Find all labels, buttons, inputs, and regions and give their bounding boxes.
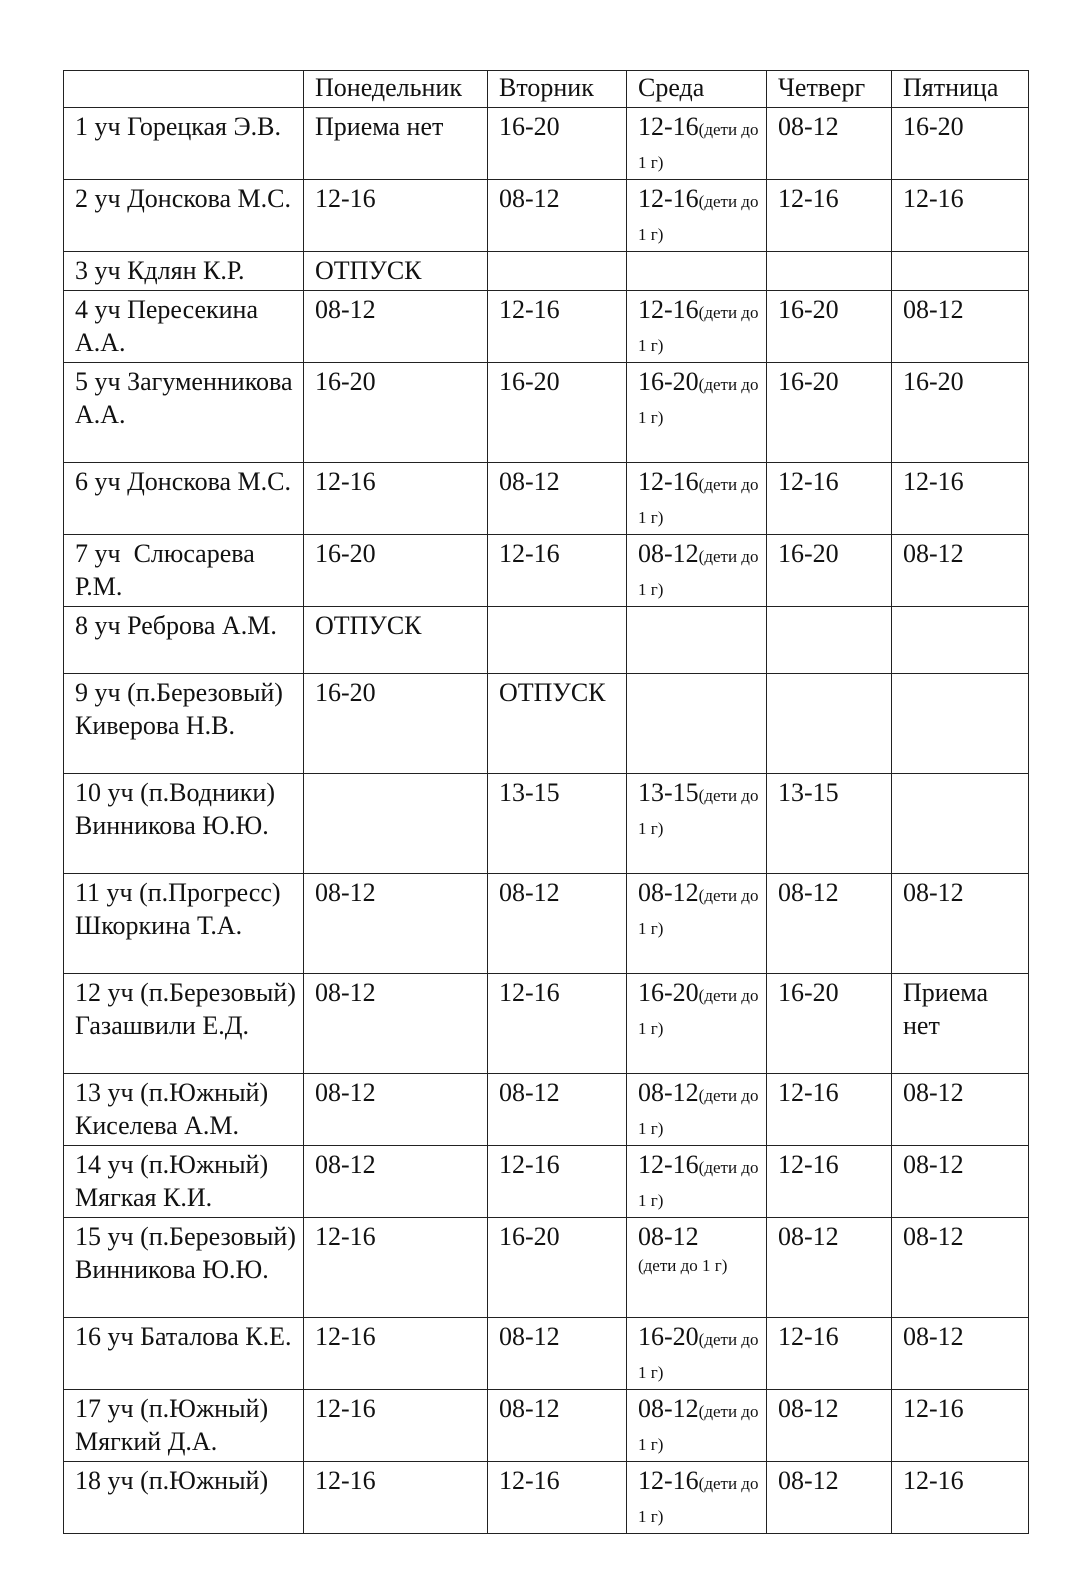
wednesday-time: 08-12 [638,1222,699,1251]
table-row [64,291,1029,363]
friday-cell: 08-12 [892,1218,1029,1318]
wednesday-time: 12-16 [638,1466,699,1495]
wednesday-note: (дети до 1 г) [638,986,759,1038]
thursday-cell: 08-12 [767,1218,892,1318]
wednesday-time: 12-16 [638,184,699,213]
thursday-cell: 08-12 [767,1462,892,1534]
tuesday-cell: 08-12 [488,1074,627,1146]
wednesday-note: (дети до 1 г) [638,1474,759,1526]
wednesday-note: (дети до 1 г) [638,1158,759,1210]
table-row [64,1218,1029,1318]
tuesday-cell: 12-16 [488,535,627,607]
table-row [64,674,1029,774]
table-row [64,1146,1029,1218]
friday-cell: 16-20 [892,108,1029,180]
thursday-cell: 08-12 [767,874,892,974]
wednesday-time: 08-12 [638,1394,699,1423]
wednesday-time: 16-20 [638,367,699,396]
tuesday-cell: 08-12 [488,1318,627,1390]
friday-cell [892,607,1029,674]
header-area-cell [64,71,304,108]
wednesday-note: (дети до 1 г) [638,120,759,172]
wednesday-cell [627,1390,767,1462]
friday-cell: 08-12 [892,535,1029,607]
wednesday-note: (дети до 1 г) [638,1330,759,1382]
monday-cell: 16-20 [304,363,488,463]
header-friday: Пятница [892,71,1029,108]
wednesday-cell [627,363,767,463]
monday-cell: 12-16 [304,1218,488,1318]
monday-cell: 12-16 [304,1462,488,1534]
friday-cell [892,674,1029,774]
friday-cell: 12-16 [892,180,1029,252]
monday-cell: ОТПУСК [304,607,488,674]
friday-cell: 12-16 [892,1462,1029,1534]
friday-cell [892,774,1029,874]
area-cell: 9 уч (п.Березовый) Киверова Н.В. [64,674,304,774]
tuesday-cell: 16-20 [488,363,627,463]
monday-cell: 16-20 [304,674,488,774]
wednesday-cell [627,774,767,874]
table-row [64,363,1029,463]
wednesday-cell [627,463,767,535]
monday-cell: 08-12 [304,974,488,1074]
area-cell: 17 уч (п.Южный) Мягкий Д.А. [64,1390,304,1462]
wednesday-note: (дети до 1 г) [638,303,759,355]
area-cell: 8 уч Реброва А.М. [64,607,304,674]
thursday-cell: 16-20 [767,363,892,463]
wednesday-cell [627,108,767,180]
thursday-cell [767,674,892,774]
wednesday-cell [627,1462,767,1534]
table-row [64,180,1029,252]
tuesday-cell: ОТПУСК [488,674,627,774]
wednesday-time: 16-20 [638,978,699,1007]
wednesday-note: (дети до 1 г) [638,547,759,599]
wednesday-cell [627,674,767,774]
wednesday-note: (дети до 1 г) [638,786,759,838]
thursday-cell: 12-16 [767,180,892,252]
monday-cell: 08-12 [304,1146,488,1218]
header-wednesday: Среда [627,71,767,108]
area-cell: 14 уч (п.Южный) Мягкая К.И. [64,1146,304,1218]
tuesday-cell [488,607,627,674]
wednesday-note: (дети до 1 г) [638,475,759,527]
wednesday-cell [627,180,767,252]
table-row [64,607,1029,674]
area-cell: 10 уч (п.Водники) Винникова Ю.Ю. [64,774,304,874]
monday-cell: 16-20 [304,535,488,607]
wednesday-time: 08-12 [638,539,699,568]
tuesday-cell: 12-16 [488,1462,627,1534]
tuesday-cell: 12-16 [488,1146,627,1218]
thursday-cell: 08-12 [767,1390,892,1462]
tuesday-cell: 12-16 [488,974,627,1074]
monday-cell: 08-12 [304,291,488,363]
wednesday-cell [627,974,767,1074]
tuesday-cell: 08-12 [488,1390,627,1462]
wednesday-note: (дети до 1 г) [638,1402,759,1454]
friday-cell: 08-12 [892,1074,1029,1146]
area-cell: 13 уч (п.Южный) Киселева А.М. [64,1074,304,1146]
table-row [64,1318,1029,1390]
wednesday-cell [627,607,767,674]
wednesday-cell [627,535,767,607]
tuesday-cell: 16-20 [488,1218,627,1318]
area-cell: 12 уч (п.Березовый) Газашвили Е.Д. [64,974,304,1074]
friday-cell: 08-12 [892,291,1029,363]
tuesday-cell: 08-12 [488,463,627,535]
table-row [64,874,1029,974]
wednesday-time: 12-16 [638,295,699,324]
thursday-cell [767,252,892,291]
wednesday-time: 13-15 [638,778,699,807]
thursday-cell: 16-20 [767,535,892,607]
table-row [64,108,1029,180]
wednesday-time: 16-20 [638,1322,699,1351]
table-row [64,974,1029,1074]
area-cell: 3 уч Кдлян К.Р. [64,252,304,291]
wednesday-cell [627,1146,767,1218]
friday-cell: 08-12 [892,1318,1029,1390]
header-monday: Понедельник [304,71,488,108]
tuesday-cell [488,252,627,291]
friday-cell: 08-12 [892,874,1029,974]
area-cell: 7 уч Слюсарева Р.М. [64,535,304,607]
wednesday-time: 12-16 [638,467,699,496]
monday-cell: 08-12 [304,1074,488,1146]
monday-cell: 12-16 [304,463,488,535]
header-row [64,71,1029,108]
thursday-cell: 13-15 [767,774,892,874]
table-row [64,463,1029,535]
wednesday-note: (дети до 1 г) [638,192,759,244]
friday-cell: Приема нет [892,974,1029,1074]
friday-cell: 12-16 [892,463,1029,535]
area-cell: 6 уч Донскова М.С. [64,463,304,535]
friday-cell: 08-12 [892,1146,1029,1218]
wednesday-cell [627,874,767,974]
monday-cell: 12-16 [304,180,488,252]
thursday-cell: 16-20 [767,974,892,1074]
table-row [64,774,1029,874]
monday-cell: ОТПУСК [304,252,488,291]
area-cell: 5 уч Загуменникова А.А. [64,363,304,463]
thursday-cell: 12-16 [767,1146,892,1218]
schedule-table [63,70,1029,1534]
tuesday-cell: 08-12 [488,874,627,974]
thursday-cell [767,607,892,674]
wednesday-cell [627,252,767,291]
thursday-cell: 12-16 [767,1318,892,1390]
friday-cell: 16-20 [892,363,1029,463]
wednesday-cell [627,1074,767,1146]
table-row [64,1390,1029,1462]
thursday-cell: 12-16 [767,463,892,535]
area-cell: 11 уч (п.Прогресс) Шкоркина Т.А. [64,874,304,974]
friday-cell [892,252,1029,291]
wednesday-note: (дети до 1 г) [638,375,759,427]
wednesday-note: (дети до 1 г) [638,1256,728,1275]
area-cell: 15 уч (п.Березовый) Винникова Ю.Ю. [64,1218,304,1318]
header-thursday: Четверг [767,71,892,108]
area-cell: 16 уч Баталова К.Е. [64,1318,304,1390]
table-row [64,1462,1029,1534]
thursday-cell: 08-12 [767,108,892,180]
wednesday-cell [627,1218,767,1318]
tuesday-cell: 16-20 [488,108,627,180]
thursday-cell: 12-16 [767,1074,892,1146]
wednesday-time: 08-12 [638,878,699,907]
monday-cell: Приема нет [304,108,488,180]
table-row [64,535,1029,607]
header-tuesday: Вторник [488,71,627,108]
friday-cell: 12-16 [892,1390,1029,1462]
thursday-cell: 16-20 [767,291,892,363]
wednesday-time: 12-16 [638,112,699,141]
wednesday-time: 12-16 [638,1150,699,1179]
wednesday-cell [627,1318,767,1390]
wednesday-note: (дети до 1 г) [638,886,759,938]
tuesday-cell: 13-15 [488,774,627,874]
wednesday-time: 08-12 [638,1078,699,1107]
monday-cell: 12-16 [304,1390,488,1462]
monday-cell: 08-12 [304,874,488,974]
tuesday-cell: 08-12 [488,180,627,252]
tuesday-cell: 12-16 [488,291,627,363]
monday-cell [304,774,488,874]
area-cell: 18 уч (п.Южный) [64,1462,304,1534]
table-row [64,252,1029,291]
monday-cell: 12-16 [304,1318,488,1390]
table-row [64,1074,1029,1146]
area-cell: 2 уч Донскова М.С. [64,180,304,252]
wednesday-cell [627,291,767,363]
area-cell: 4 уч Пересекина А.А. [64,291,304,363]
wednesday-note: (дети до 1 г) [638,1086,759,1138]
area-cell: 1 уч Горецкая Э.В. [64,108,304,180]
